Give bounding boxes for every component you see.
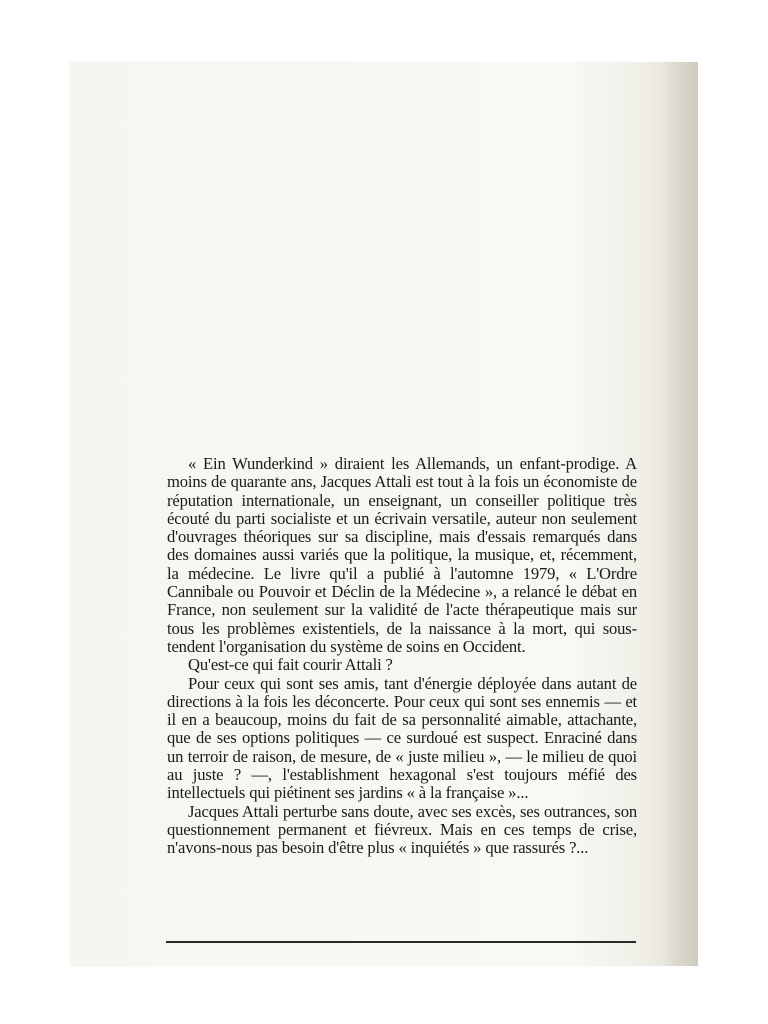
paragraph-intro: « Ein Wunderkind » diraient les Allemands, un enfant-prodige. A moins de quarante ans, Jacques Attali est tout à la fois un économiste de réputation internationale, un enseignant, un conseiller politique très écouté du parti socialiste et un écrivain versatile, auteur non seulement d'ouvrages théoriques sur sa discipline, mais d'essais remarqués dans des domaines aussi variés que la politique, la musique, et, récemment, la médecine. Le livre qu'il a publié à l'automne 1979, « L'Ordre Cannibale ou Pouvoir et Déclin de la Médecine », a relancé le débat en France, non seulement sur la validité de l'acte thérapeutique mais sur tous les problèmes existentiels, de la naissance à la mort, qui sous-tendent l'organisation du système de soins en Occident. [167,454,637,656]
page-gutter-shadow [664,62,698,966]
paragraph-friends-enemies: Pour ceux qui sont ses amis, tant d'énergie déployée dans autant de directions à la fois les déconcerte. Pour ceux qui sont ses ennemis — et il en a beaucoup, moins du fait de sa personnalité aimable, attachante, que de ses options politiques — ce surdoué est suspect. Enraciné dans un terroir de raison, de mesure, de « juste milieu », — le milieu de quoi au juste ? —, l'establishment hexagonal s'est toujours méfié des intellectuels qui piétinent ses jardins « à la française »... [167,673,637,803]
body-text [167,455,637,858]
horizontal-rule [166,941,636,943]
paragraph-conclusion: Jacques Attali perturbe sans doute, avec ses excès, ses outrances, son questionnement permanent et fiévreux. Mais en ces temps de crise, n'avons-nous pas besoin d'être plus « inquiétés » que rassurés ?... [167,801,637,858]
paragraph-question: Qu'est-ce qui fait courir Attali ? [188,655,393,675]
